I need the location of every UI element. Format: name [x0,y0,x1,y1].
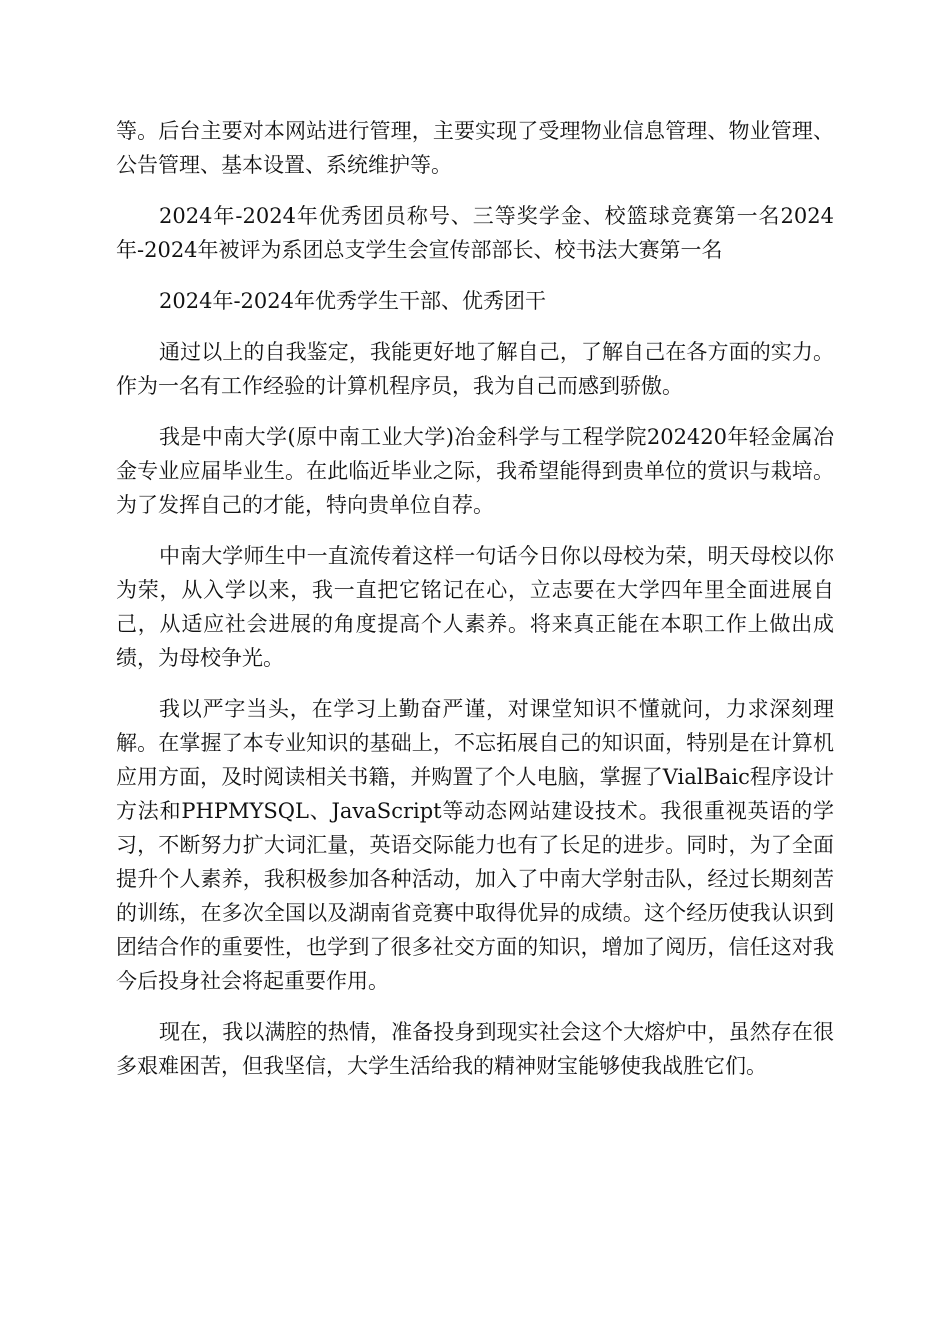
paragraph-study-experience: 我以严字当头，在学习上勤奋严谨，对课堂知识不懂就问，力求深刻理解。在掌握了本专业知识的基础上，不忘拓展自己的知识面，特别是在计算机应用方面，及时阅读相关书籍，并购置了个人电脑，掌握了VialBaic程序设计方法和PHPMYSQL、JavaScript等动态网站建设技术。我很重视英语的学习，不断努力扩大词汇量，英语交际能力也有了长足的进步。同时，为了全面提升个人素养，我积极参加各种活动，加入了中南大学射击队，经过长期刻苦的训练，在多次全国以及湖南省竞赛中取得优异的成绩。这个经历使我认识到团结合作的重要性，也学到了很多社交方面的知识，增加了阅历，信任这对我今后投身社会将起重要作用。 [116,697,834,993]
document-body [116,114,834,1100]
paragraph-self-assessment: 通过以上的自我鉴定，我能更好地了解自己，了解自己在各方面的实力。作为一名有工作经验的计算机程序员，我为自己而感到骄傲。 [116,340,834,398]
paragraph-conclusion: 现在，我以满腔的热情，准备投身到现实社会这个大熔炉中，虽然存在很多艰难困苦，但我坚信，大学生活给我的精神财宝能够使我战胜它们。 [116,1020,834,1078]
paragraph-continuation: 等。后台主要对本网站进行管理，主要实现了受理物业信息管理、物业管理、公告管理、基本设置、系统维护等。 [116,119,834,177]
paragraph-school-motto: 中南大学师生中一直流传着这样一句话今日你以母校为荣，明天母校以你为荣，从入学以来，我一直把它铭记在心，立志要在大学四年里全面进展自己，从适应社会进展的角度提高个人素养。将来真正能在本职工作上做出成绩，为母校争光。 [116,544,834,670]
paragraph-introduction: 我是中南大学(原中南工业大学)冶金科学与工程学院202420年轻金属冶金专业应届毕业生。在此临近毕业之际，我希望能得到贵单位的赏识与栽培。为了发挥自己的才能，特向贵单位自荐。 [116,425,834,517]
paragraph-honors: 2024年-2024年优秀学生干部、优秀团干 [159,289,546,313]
paragraph-awards: 2024年-2024年优秀团员称号、三等奖学金、校篮球竞赛第一名2024年-2024年被评为系团总支学生会宣传部部长、校书法大赛第一名 [116,204,834,262]
